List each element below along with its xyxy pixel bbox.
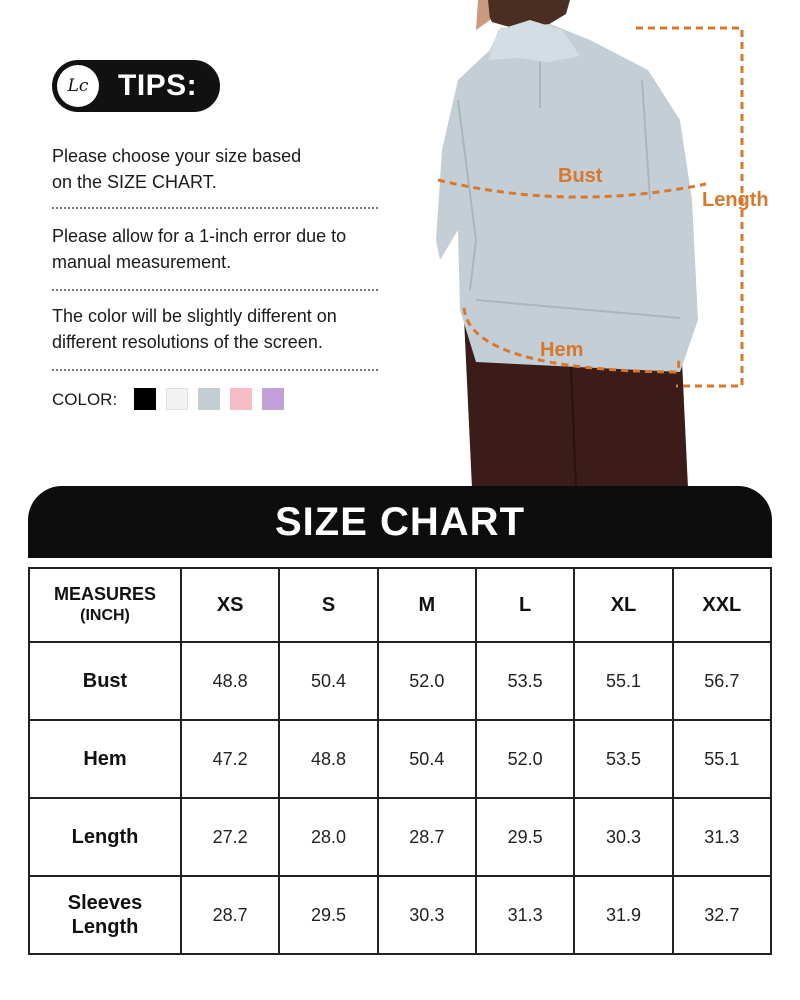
size-chart-banner <box>28 486 772 558</box>
tip-1 <box>52 143 392 195</box>
size-header-s: S <box>279 568 377 642</box>
size-header-xxl: XXL <box>673 568 771 642</box>
tip-3 <box>52 303 392 355</box>
table-cell: 47.2 <box>181 720 279 798</box>
tip-1-line-2: on the SIZE CHART. <box>52 172 217 192</box>
table-cell: 31.3 <box>673 798 771 876</box>
color-swatch-white[interactable] <box>166 388 188 410</box>
table-row-sleeves-length <box>29 876 771 954</box>
size-chart-table <box>28 567 772 955</box>
measures-header-unit: (INCH) <box>80 607 130 624</box>
table-cell: 29.5 <box>279 876 377 954</box>
table-cell: 55.1 <box>673 720 771 798</box>
table-cell: 50.4 <box>378 720 476 798</box>
brand-logo <box>57 65 99 107</box>
table-cell: 31.9 <box>574 876 672 954</box>
length-label: Length <box>702 189 769 211</box>
tip-divider <box>52 369 382 371</box>
measures-header <box>29 568 181 642</box>
table-cell: 52.0 <box>378 642 476 720</box>
tip-2-line-1: Please allow for a 1-inch error due to <box>52 226 347 246</box>
size-header-xl: XL <box>574 568 672 642</box>
table-cell: 48.8 <box>181 642 279 720</box>
table-row-bust <box>29 642 771 720</box>
jacket-collar <box>488 20 580 62</box>
tip-divider <box>52 289 382 291</box>
table-header-row <box>29 568 771 642</box>
table-cell: 31.3 <box>476 876 574 954</box>
color-swatch-pink[interactable] <box>230 388 252 410</box>
tip-3-line-1: The color will be slightly different on <box>52 306 337 326</box>
row-label-text: Sleeves <box>67 892 143 914</box>
table-cell: 32.7 <box>673 876 771 954</box>
tips-title: TIPS: <box>118 69 198 102</box>
row-label-text-line-2: Length <box>71 916 139 938</box>
row-label-hem <box>29 720 181 798</box>
table-cell: 29.5 <box>476 798 574 876</box>
row-label-text: Hem <box>83 748 127 770</box>
size-header-m: M <box>378 568 476 642</box>
row-label-text: Bust <box>82 670 128 692</box>
table-cell: 28.0 <box>279 798 377 876</box>
table-cell: 28.7 <box>181 876 279 954</box>
table-cell: 30.3 <box>378 876 476 954</box>
tip-1-line-1: Please choose your size based <box>52 146 302 166</box>
color-swatch-black[interactable] <box>134 388 156 410</box>
row-label-length <box>29 798 181 876</box>
table-cell: 55.1 <box>574 642 672 720</box>
size-chart-title: SIZE CHART <box>275 500 525 544</box>
table-row-length <box>29 798 771 876</box>
product-photo <box>380 0 800 488</box>
tip-divider <box>52 207 382 209</box>
ear <box>476 0 490 30</box>
brand-logo-text: Lc <box>67 76 89 96</box>
size-header-xs: XS <box>181 568 279 642</box>
tip-2-line-2: manual measurement. <box>52 252 232 272</box>
bust-label: Bust <box>558 165 603 187</box>
table-cell: 52.0 <box>476 720 574 798</box>
row-label-sleeves-length <box>29 876 181 954</box>
color-swatch-light-blue[interactable] <box>198 388 220 410</box>
color-label: COLOR: <box>52 390 118 409</box>
table-row-hem <box>29 720 771 798</box>
color-swatch-purple[interactable] <box>262 388 284 410</box>
table-cell: 48.8 <box>279 720 377 798</box>
table-cell: 28.7 <box>378 798 476 876</box>
table-cell: 50.4 <box>279 642 377 720</box>
table-cell: 56.7 <box>673 642 771 720</box>
row-label-bust <box>29 642 181 720</box>
table-cell: 27.2 <box>181 798 279 876</box>
tip-2 <box>52 223 392 275</box>
row-label-text: Length <box>71 826 139 848</box>
measures-header-label: MEASURES <box>53 584 156 604</box>
table-cell: 53.5 <box>476 642 574 720</box>
jacket-measurement-illustration <box>380 0 800 488</box>
hem-label: Hem <box>540 339 584 361</box>
tip-3-line-2: different resolutions of the screen. <box>52 332 323 352</box>
table-cell: 30.3 <box>574 798 672 876</box>
table-cell: 53.5 <box>574 720 672 798</box>
tips-header <box>52 60 220 112</box>
size-header-l: L <box>476 568 574 642</box>
jacket-body <box>436 24 698 372</box>
